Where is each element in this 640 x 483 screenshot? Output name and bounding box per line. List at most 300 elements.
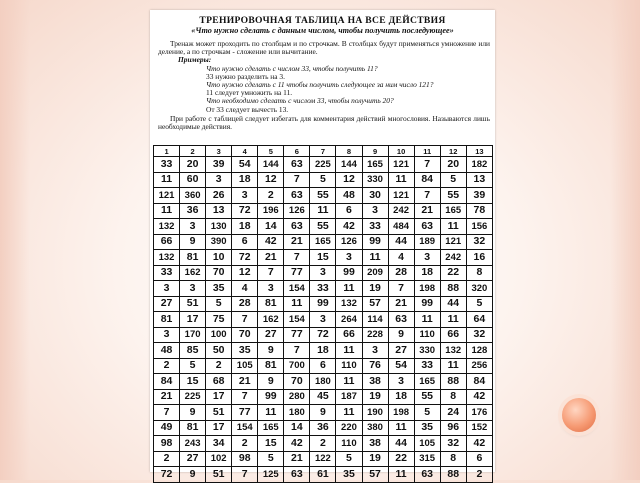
table-cell: 3 xyxy=(180,219,206,235)
table-cell: 27 xyxy=(180,451,206,467)
table-cell: 81 xyxy=(258,358,284,374)
table-cell: 3 xyxy=(388,374,414,390)
table-cell: 110 xyxy=(336,358,362,374)
column-header: 9 xyxy=(362,146,388,157)
table-cell: 51 xyxy=(206,467,232,483)
scanned-worksheet xyxy=(150,10,495,480)
table-cell: 121 xyxy=(154,188,180,204)
table-cell: 176 xyxy=(466,405,492,421)
table-cell: 162 xyxy=(258,312,284,328)
table-cell: 11 xyxy=(336,281,362,297)
table-cell: 72 xyxy=(154,467,180,483)
table-cell: 63 xyxy=(284,467,310,483)
table-cell: 22 xyxy=(440,265,466,281)
table-cell: 114 xyxy=(362,312,388,328)
table-row xyxy=(154,389,493,405)
table-cell: 17 xyxy=(180,312,206,328)
column-header: 10 xyxy=(388,146,414,157)
table-cell: 18 xyxy=(310,343,336,359)
column-header: 2 xyxy=(180,146,206,157)
table-cell: 12 xyxy=(336,172,362,188)
table-row xyxy=(154,467,493,483)
table-cell: 7 xyxy=(258,265,284,281)
table-cell: 3 xyxy=(232,188,258,204)
table-cell: 3 xyxy=(414,250,440,266)
table-cell: 3 xyxy=(154,281,180,297)
table-cell: 11 xyxy=(284,296,310,312)
table-row xyxy=(154,451,493,467)
table-cell: 68 xyxy=(206,374,232,390)
table-cell: 11 xyxy=(310,203,336,219)
table-cell: 165 xyxy=(440,203,466,219)
table-cell: 34 xyxy=(206,436,232,452)
table-cell: 165 xyxy=(362,157,388,173)
table-cell: 6 xyxy=(466,451,492,467)
table-cell: 6 xyxy=(310,358,336,374)
table-cell: 3 xyxy=(154,327,180,343)
table-cell: 17 xyxy=(206,389,232,405)
table-cell: 12 xyxy=(258,172,284,188)
table-cell: 10 xyxy=(206,250,232,266)
table-cell: 84 xyxy=(154,374,180,390)
table-cell: 484 xyxy=(388,219,414,235)
column-header: 5 xyxy=(258,146,284,157)
column-header: 4 xyxy=(232,146,258,157)
table-cell: 3 xyxy=(336,250,362,266)
table-cell: 242 xyxy=(440,250,466,266)
table-cell: 122 xyxy=(310,451,336,467)
table-cell: 27 xyxy=(258,327,284,343)
table-cell: 14 xyxy=(258,219,284,235)
table-cell: 9 xyxy=(258,374,284,390)
table-cell: 15 xyxy=(258,436,284,452)
table-cell: 36 xyxy=(310,420,336,436)
right-edge-shade xyxy=(610,0,640,480)
table-cell: 85 xyxy=(180,343,206,359)
table-cell: 128 xyxy=(466,343,492,359)
table-cell: 209 xyxy=(362,265,388,281)
table-cell: 81 xyxy=(180,250,206,266)
table-cell: 110 xyxy=(414,327,440,343)
table-row xyxy=(154,250,493,266)
table-cell: 3 xyxy=(362,343,388,359)
table-cell: 35 xyxy=(414,420,440,436)
table-cell: 256 xyxy=(466,358,492,374)
table-cell: 7 xyxy=(232,389,258,405)
table-cell: 390 xyxy=(206,234,232,250)
table-cell: 81 xyxy=(154,312,180,328)
table-row xyxy=(154,219,493,235)
table-cell: 99 xyxy=(310,296,336,312)
table-cell: 8 xyxy=(440,451,466,467)
table-cell: 7 xyxy=(284,250,310,266)
column-header: 11 xyxy=(414,146,440,157)
decorative-circle xyxy=(562,398,596,432)
table-cell: 21 xyxy=(284,234,310,250)
table-cell: 78 xyxy=(466,203,492,219)
table-cell: 33 xyxy=(310,281,336,297)
table-cell: 20 xyxy=(440,157,466,173)
table-cell: 51 xyxy=(180,296,206,312)
table-cell: 32 xyxy=(466,327,492,343)
table-row xyxy=(154,172,493,188)
table-cell: 61 xyxy=(310,467,336,483)
table-cell: 14 xyxy=(284,420,310,436)
table-cell: 55 xyxy=(414,389,440,405)
table-cell: 11 xyxy=(154,172,180,188)
table-cell: 72 xyxy=(310,327,336,343)
table-cell: 126 xyxy=(336,234,362,250)
table-cell: 11 xyxy=(440,358,466,374)
table-cell: 20 xyxy=(180,157,206,173)
table-cell: 72 xyxy=(232,203,258,219)
table-cell: 42 xyxy=(466,436,492,452)
table-cell: 5 xyxy=(258,451,284,467)
table-cell: 98 xyxy=(232,451,258,467)
table-cell: 42 xyxy=(258,234,284,250)
table-cell: 126 xyxy=(284,203,310,219)
table-cell: 16 xyxy=(466,250,492,266)
table-cell: 33 xyxy=(414,358,440,374)
table-cell: 99 xyxy=(362,234,388,250)
table-cell: 2 xyxy=(310,436,336,452)
table-cell: 77 xyxy=(284,327,310,343)
table-cell: 21 xyxy=(154,389,180,405)
table-cell: 38 xyxy=(362,436,388,452)
table-cell: 225 xyxy=(310,157,336,173)
table-cell: 36 xyxy=(180,203,206,219)
table-cell: 99 xyxy=(414,296,440,312)
table-cell: 11 xyxy=(336,374,362,390)
instructions-paragraph: Тренаж может проходить по столбцам и по строчкам. В столбцах будут применяться умножение или деление, а по строчкам - сложение или вычитание. xyxy=(158,39,490,57)
table-cell: 8 xyxy=(440,389,466,405)
table-cell: 21 xyxy=(388,296,414,312)
table-row xyxy=(154,157,493,173)
table-cell: 21 xyxy=(284,451,310,467)
table-cell: 19 xyxy=(362,389,388,405)
table-cell: 330 xyxy=(362,172,388,188)
table-cell: 280 xyxy=(284,389,310,405)
table-cell: 11 xyxy=(154,203,180,219)
example-line: Что нужно сделать с 11 чтобы получить следующее за ним число 121? xyxy=(206,80,434,90)
table-cell: 81 xyxy=(258,296,284,312)
table-cell: 11 xyxy=(336,405,362,421)
table-cell: 110 xyxy=(336,436,362,452)
table-cell: 63 xyxy=(414,467,440,483)
table-cell: 19 xyxy=(362,451,388,467)
table-cell: 6 xyxy=(336,203,362,219)
table-cell: 7 xyxy=(414,188,440,204)
table-cell: 72 xyxy=(232,250,258,266)
table-cell: 6 xyxy=(232,234,258,250)
table-cell: 27 xyxy=(154,296,180,312)
table-cell: 35 xyxy=(336,467,362,483)
table-cell: 33 xyxy=(154,157,180,173)
table-cell: 42 xyxy=(336,219,362,235)
table-cell: 3 xyxy=(206,172,232,188)
table-cell: 105 xyxy=(232,358,258,374)
table-cell: 35 xyxy=(206,281,232,297)
table-cell: 121 xyxy=(388,188,414,204)
table-cell: 54 xyxy=(232,157,258,173)
table-cell: 9 xyxy=(310,405,336,421)
table-cell: 81 xyxy=(180,420,206,436)
table-cell: 3 xyxy=(258,281,284,297)
table-cell: 132 xyxy=(154,250,180,266)
table-cell: 35 xyxy=(232,343,258,359)
table-cell: 180 xyxy=(284,405,310,421)
column-header: 12 xyxy=(440,146,466,157)
table-cell: 32 xyxy=(440,436,466,452)
table-cell: 45 xyxy=(310,389,336,405)
table-cell: 11 xyxy=(258,405,284,421)
table-cell: 320 xyxy=(466,281,492,297)
table-cell: 42 xyxy=(284,436,310,452)
worksheet-title: ТРЕНИРОВОЧНАЯ ТАБЛИЦА НА ВСЕ ДЕЙСТВИЯ xyxy=(199,15,446,26)
table-row xyxy=(154,281,493,297)
table-cell: 70 xyxy=(206,265,232,281)
table-cell: 39 xyxy=(206,157,232,173)
table-cell: 7 xyxy=(414,157,440,173)
table-cell: 121 xyxy=(440,234,466,250)
table-cell: 77 xyxy=(284,265,310,281)
table-cell: 11 xyxy=(362,250,388,266)
table-body xyxy=(154,157,493,483)
table-cell: 132 xyxy=(154,219,180,235)
table-cell: 2 xyxy=(258,188,284,204)
table-cell: 125 xyxy=(258,467,284,483)
table-cell: 84 xyxy=(414,172,440,188)
table-cell: 63 xyxy=(388,312,414,328)
table-cell: 28 xyxy=(232,296,258,312)
table-cell: 64 xyxy=(466,312,492,328)
table-cell: 5 xyxy=(310,172,336,188)
table-cell: 132 xyxy=(336,296,362,312)
examples-heading: Примеры: xyxy=(178,55,212,65)
table-cell: 3 xyxy=(180,281,206,297)
table-cell: 63 xyxy=(284,219,310,235)
table-cell: 189 xyxy=(414,234,440,250)
table-cell: 21 xyxy=(232,374,258,390)
table-cell: 152 xyxy=(466,420,492,436)
table-row xyxy=(154,203,493,219)
table-cell: 66 xyxy=(336,327,362,343)
example-line: От 33 следует вычесть 13. xyxy=(206,104,289,114)
table-cell: 13 xyxy=(206,203,232,219)
note-paragraph: При работе с таблицей следует избегать для комментария действий многословия. Называются лишь необходимые действия. xyxy=(158,113,490,132)
column-header: 8 xyxy=(336,146,362,157)
table-header-row xyxy=(154,146,493,157)
table-cell: 44 xyxy=(388,436,414,452)
table-cell: 198 xyxy=(414,281,440,297)
table-cell: 330 xyxy=(414,343,440,359)
table-cell: 54 xyxy=(388,358,414,374)
table-row xyxy=(154,436,493,452)
table-cell: 63 xyxy=(284,157,310,173)
table-cell: 88 xyxy=(440,467,466,483)
table-cell: 18 xyxy=(232,219,258,235)
table-cell: 42 xyxy=(466,389,492,405)
table-cell: 7 xyxy=(232,467,258,483)
table-cell: 182 xyxy=(466,157,492,173)
table-cell: 55 xyxy=(310,188,336,204)
table-cell: 32 xyxy=(466,234,492,250)
worksheet-subtitle: «Что нужно сделать с данным числом, чтобы получить последующее» xyxy=(191,26,454,35)
table-cell: 28 xyxy=(388,265,414,281)
table-cell: 3 xyxy=(362,203,388,219)
table-cell: 57 xyxy=(362,467,388,483)
table-cell: 18 xyxy=(232,172,258,188)
table-row xyxy=(154,312,493,328)
column-header: 1 xyxy=(154,146,180,157)
table-row xyxy=(154,265,493,281)
table-cell: 60 xyxy=(180,172,206,188)
table-cell: 50 xyxy=(206,343,232,359)
column-header: 3 xyxy=(206,146,232,157)
table-cell: 187 xyxy=(336,389,362,405)
table-cell: 5 xyxy=(466,296,492,312)
table-cell: 76 xyxy=(362,358,388,374)
table-cell: 5 xyxy=(206,296,232,312)
table-cell: 11 xyxy=(440,312,466,328)
column-header: 7 xyxy=(310,146,336,157)
table-cell: 180 xyxy=(310,374,336,390)
table-cell: 17 xyxy=(206,420,232,436)
table-cell: 57 xyxy=(362,296,388,312)
table-cell: 5 xyxy=(180,358,206,374)
table-cell: 19 xyxy=(362,281,388,297)
table-cell: 70 xyxy=(232,327,258,343)
table-cell: 3 xyxy=(310,265,336,281)
table-cell: 77 xyxy=(232,405,258,421)
table-cell: 105 xyxy=(414,436,440,452)
table-cell: 44 xyxy=(388,234,414,250)
table-cell: 48 xyxy=(154,343,180,359)
table-cell: 130 xyxy=(206,219,232,235)
table-cell: 22 xyxy=(388,451,414,467)
table-cell: 55 xyxy=(310,219,336,235)
table-cell: 360 xyxy=(180,188,206,204)
table-row xyxy=(154,420,493,436)
table-cell: 7 xyxy=(232,312,258,328)
table-cell: 44 xyxy=(440,296,466,312)
example-line: Что нужно сделать с числом 33, чтобы получить 11? xyxy=(206,63,378,73)
table-cell: 700 xyxy=(284,358,310,374)
table-cell: 225 xyxy=(180,389,206,405)
table-cell: 11 xyxy=(388,467,414,483)
table-cell: 144 xyxy=(336,157,362,173)
table-cell: 144 xyxy=(258,157,284,173)
table-cell: 165 xyxy=(310,234,336,250)
column-header: 6 xyxy=(284,146,310,157)
table-cell: 11 xyxy=(414,312,440,328)
table-cell: 220 xyxy=(336,420,362,436)
table-cell: 154 xyxy=(232,420,258,436)
table-row xyxy=(154,343,493,359)
table-cell: 33 xyxy=(154,265,180,281)
table-cell: 2 xyxy=(154,451,180,467)
table-cell: 66 xyxy=(440,327,466,343)
table-cell: 18 xyxy=(388,389,414,405)
table-cell: 102 xyxy=(206,451,232,467)
table-cell: 21 xyxy=(414,203,440,219)
table-cell: 98 xyxy=(154,436,180,452)
example-line: 11 следует умножить на 11. xyxy=(206,88,293,98)
table-cell: 3 xyxy=(310,312,336,328)
table-cell: 170 xyxy=(180,327,206,343)
table-cell: 75 xyxy=(206,312,232,328)
table-cell: 228 xyxy=(362,327,388,343)
table-cell: 2 xyxy=(232,436,258,452)
table-cell: 2 xyxy=(466,467,492,483)
table-cell: 66 xyxy=(154,234,180,250)
table-cell: 88 xyxy=(440,281,466,297)
table-cell: 55 xyxy=(440,188,466,204)
table-cell: 49 xyxy=(154,420,180,436)
table-cell: 11 xyxy=(336,343,362,359)
table-cell: 63 xyxy=(284,188,310,204)
table-cell: 315 xyxy=(414,451,440,467)
table-cell: 48 xyxy=(336,188,362,204)
table-cell: 63 xyxy=(414,219,440,235)
table-row xyxy=(154,358,493,374)
table-cell: 132 xyxy=(440,343,466,359)
table-cell: 264 xyxy=(336,312,362,328)
table-row xyxy=(154,296,493,312)
table-cell: 9 xyxy=(180,234,206,250)
table-row xyxy=(154,234,493,250)
table-cell: 21 xyxy=(258,250,284,266)
table-cell: 7 xyxy=(284,172,310,188)
table-cell: 15 xyxy=(180,374,206,390)
table-cell: 9 xyxy=(180,467,206,483)
left-edge-shade xyxy=(0,0,30,480)
table-row xyxy=(154,188,493,204)
example-line: 33 нужно разделить на 3. xyxy=(206,71,285,81)
table-cell: 13 xyxy=(466,172,492,188)
table-cell: 162 xyxy=(180,265,206,281)
table-cell: 9 xyxy=(388,327,414,343)
table-cell: 27 xyxy=(388,343,414,359)
examples-list xyxy=(150,65,495,114)
table-cell: 100 xyxy=(206,327,232,343)
table-cell: 26 xyxy=(206,188,232,204)
table-cell: 190 xyxy=(362,405,388,421)
table-cell: 121 xyxy=(388,157,414,173)
table-cell: 30 xyxy=(362,188,388,204)
table-cell: 196 xyxy=(258,203,284,219)
table-cell: 165 xyxy=(414,374,440,390)
table-cell: 84 xyxy=(466,374,492,390)
table-cell: 5 xyxy=(336,451,362,467)
example-line: Что необходимо сделать с числом 33, чтобы получить 20? xyxy=(206,96,394,106)
table-cell: 154 xyxy=(284,312,310,328)
table-cell: 242 xyxy=(388,203,414,219)
table-cell: 9 xyxy=(180,405,206,421)
table-cell: 99 xyxy=(336,265,362,281)
table-cell: 33 xyxy=(362,219,388,235)
column-header: 13 xyxy=(466,146,492,157)
table-cell: 88 xyxy=(440,374,466,390)
table-cell: 2 xyxy=(154,358,180,374)
table-cell: 11 xyxy=(440,219,466,235)
table-cell: 11 xyxy=(388,172,414,188)
table-row xyxy=(154,405,493,421)
table-row xyxy=(154,374,493,390)
table-cell: 12 xyxy=(232,265,258,281)
table-cell: 154 xyxy=(284,281,310,297)
table-cell: 7 xyxy=(284,343,310,359)
